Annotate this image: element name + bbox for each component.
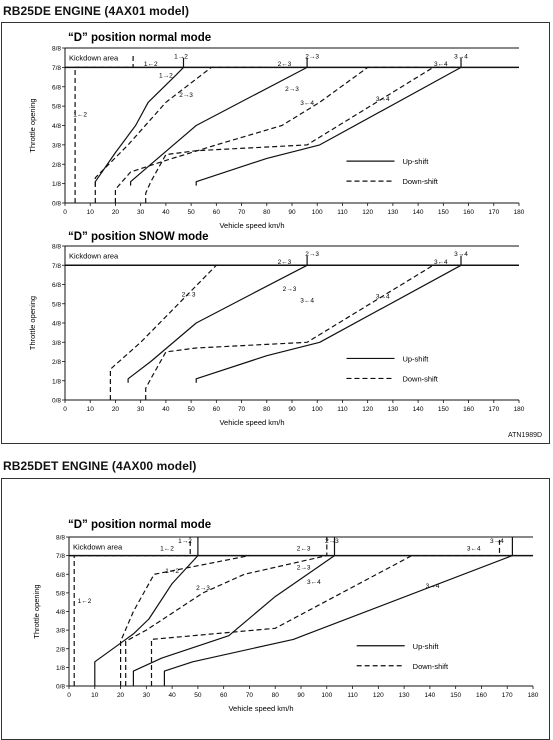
chart-title: “D” position normal mode [68, 519, 212, 531]
y-tick-label: 0/8 [55, 683, 65, 691]
downshift-line [126, 537, 327, 686]
y-tick-label: 0/8 [51, 200, 61, 208]
shift-label: 2→3 [305, 251, 320, 259]
shift-label: 2→3 [305, 53, 320, 61]
x-axis-label: Vehicle speed km/h [219, 221, 285, 230]
x-tick-label: 10 [86, 209, 94, 216]
x-tick-label: 90 [297, 692, 305, 699]
x-axis-label: Vehicle speed km/h [219, 418, 285, 427]
y-tick-label: 4/8 [55, 609, 65, 616]
x-tick-label: 30 [137, 406, 145, 413]
shift-label: 1→2 [174, 53, 188, 61]
x-tick-label: 70 [237, 209, 246, 216]
shift-label: 3→4 [454, 53, 468, 61]
y-tick-label: 6/8 [51, 282, 61, 289]
x-tick-label: 100 [321, 692, 333, 699]
y-tick-label: 6/8 [55, 571, 65, 579]
shift-label: 2→3 [196, 584, 210, 592]
shift-label: 2←3 [296, 545, 311, 553]
shift-label: 2←3 [277, 258, 292, 266]
shift-label: 1←2 [160, 545, 174, 553]
x-tick-label: 60 [212, 209, 220, 216]
legend-downshift-label: Down-shift [402, 374, 438, 384]
x-tick-label: 180 [527, 692, 539, 699]
x-tick-label: 30 [137, 209, 145, 216]
y-tick-label: 5/8 [51, 301, 61, 309]
y-tick-label: 5/8 [55, 590, 65, 598]
x-tick-label: 30 [142, 692, 150, 699]
y-tick-label: 1/8 [55, 664, 65, 672]
shift-label: 1←2 [73, 111, 88, 119]
x-tick-label: 40 [162, 406, 170, 413]
x-tick-label: 160 [476, 692, 487, 699]
upshift-line [95, 537, 198, 686]
x-tick-label: 90 [288, 209, 296, 216]
x-tick-label: 80 [271, 692, 279, 699]
shift-label: 1→2 [165, 568, 179, 576]
legend-downshift-label: Down-shift [412, 661, 449, 671]
shift-label: 2←3 [181, 291, 196, 299]
x-tick-label: 110 [337, 406, 348, 413]
x-tick-label: 140 [412, 406, 424, 413]
x-tick-label: 180 [513, 406, 525, 413]
y-tick-label: 8/8 [55, 534, 65, 542]
section-title-rb25de: RB25DE ENGINE (4AX01 model) [3, 4, 190, 18]
x-tick-label: 10 [91, 692, 99, 699]
x-tick-label: 80 [263, 406, 271, 413]
upshift-line [128, 256, 307, 383]
shift-label: 3←4 [433, 258, 448, 266]
kickdown-area-label: Kickdown area [73, 542, 123, 552]
x-tick-label: 120 [362, 209, 374, 216]
y-tick-label: 3/8 [55, 627, 65, 635]
shift-label: 3→4 [454, 251, 468, 259]
x-tick-label: 0 [67, 692, 71, 699]
x-tick-label: 50 [194, 692, 202, 699]
shift-label: 2→3 [282, 285, 297, 293]
x-tick-label: 100 [311, 406, 323, 413]
x-tick-label: 150 [437, 209, 449, 216]
x-tick-label: 50 [187, 209, 195, 216]
section-title-rb25det: RB25DET ENGINE (4AX00 model) [3, 459, 197, 473]
x-tick-label: 120 [372, 692, 384, 699]
x-tick-label: 20 [111, 209, 120, 216]
y-axis-label: Throttle opening [28, 295, 37, 351]
y-tick-label: 4/8 [51, 320, 61, 328]
x-tick-label: 0 [63, 209, 67, 216]
x-tick-label: 120 [362, 406, 374, 413]
upshift-line [164, 537, 512, 686]
shift-label: 3←4 [300, 99, 315, 107]
x-tick-label: 160 [463, 406, 474, 413]
x-tick-label: 150 [437, 406, 449, 413]
y-axis-label: Throttle opening [28, 98, 37, 153]
y-tick-label: 3/8 [51, 142, 61, 150]
kickdown-area-label: Kickdown area [69, 53, 119, 63]
x-tick-label: 110 [347, 692, 358, 699]
x-tick-label: 50 [187, 406, 195, 413]
y-tick-label: 2/8 [55, 646, 65, 654]
x-tick-label: 150 [450, 692, 462, 699]
upshift-line [131, 58, 308, 186]
shift-label: 3→4 [490, 538, 504, 546]
upshift-line [133, 537, 334, 686]
legend-upshift-label: Up-shift [402, 354, 429, 364]
shift-label: 3←4 [300, 297, 315, 305]
x-tick-label: 70 [237, 406, 246, 413]
x-tick-label: 60 [220, 692, 228, 699]
y-tick-label: 5/8 [51, 103, 61, 111]
downshift-line [110, 265, 279, 400]
upshift-line [196, 256, 461, 383]
y-tick-label: 1/8 [51, 181, 61, 189]
x-tick-label: 90 [288, 406, 296, 413]
x-tick-label: 80 [263, 209, 271, 216]
y-tick-label: 8/8 [51, 45, 61, 53]
shift-label: 2→3 [179, 92, 193, 99]
legend-upshift-label: Up-shift [412, 641, 439, 651]
y-tick-label: 7/8 [51, 64, 61, 72]
x-tick-label: 20 [111, 406, 120, 413]
x-tick-label: 170 [488, 406, 500, 413]
shift-label: 3←4 [433, 61, 448, 68]
x-tick-label: 70 [245, 692, 254, 699]
shift-label: 3←4 [466, 545, 481, 553]
shift-label: 1←2 [77, 597, 92, 605]
x-tick-label: 20 [116, 692, 125, 699]
x-tick-label: 170 [488, 209, 500, 216]
shift-label: 3←4 [307, 579, 321, 587]
kickdown-area-label: Kickdown area [69, 251, 119, 261]
x-tick-label: 40 [168, 692, 176, 699]
y-tick-label: 1/8 [51, 378, 61, 386]
y-tick-label: 7/8 [51, 262, 61, 270]
x-tick-label: 110 [337, 209, 348, 216]
downshift-line [74, 537, 190, 686]
shift-label: 2→3 [296, 564, 311, 572]
x-tick-label: 130 [387, 209, 399, 216]
y-tick-label: 2/8 [51, 161, 61, 169]
y-tick-label: 0/8 [51, 397, 61, 405]
chart-title: “D” position normal mode [68, 32, 212, 44]
x-tick-label: 140 [412, 209, 424, 216]
y-tick-label: 4/8 [51, 123, 61, 130]
y-tick-label: 3/8 [51, 339, 61, 347]
x-tick-label: 170 [501, 692, 513, 699]
chart-title: “D” position SNOW mode [68, 231, 209, 243]
shift-label: 3→4 [375, 293, 390, 301]
x-tick-label: 130 [387, 406, 399, 413]
shift-label: 3→4 [375, 95, 390, 103]
x-axis-label: Vehicle speed km/h [228, 704, 294, 713]
shift-label: 2→3 [325, 538, 339, 546]
shift-label: 2→3 [285, 86, 299, 94]
y-tick-label: 6/8 [51, 84, 61, 92]
x-tick-label: 0 [63, 406, 67, 413]
upshift-line [196, 58, 461, 186]
downshift-line [121, 556, 250, 686]
x-tick-label: 60 [212, 406, 220, 413]
x-tick-label: 130 [398, 692, 410, 699]
x-tick-label: 140 [424, 692, 436, 699]
x-tick-label: 180 [513, 209, 525, 216]
legend-downshift-label: Down-shift [402, 177, 438, 187]
x-tick-label: 40 [162, 209, 170, 216]
shift-label: 1→2 [159, 72, 173, 80]
downshift-line [115, 67, 418, 203]
shift-label: 2←3 [277, 61, 292, 68]
legend-upshift-label: Up-shift [402, 157, 429, 167]
y-tick-label: 8/8 [51, 243, 61, 251]
x-tick-label: 160 [463, 209, 474, 216]
downshift-line [75, 54, 133, 203]
x-tick-label: 10 [86, 406, 94, 413]
shift-label: 1←2 [143, 61, 158, 68]
x-tick-label: 100 [311, 209, 323, 216]
y-tick-label: 7/8 [55, 553, 65, 561]
shift-label: 3→4 [425, 582, 440, 590]
shift-label: 1→2 [178, 538, 192, 546]
y-tick-label: 2/8 [51, 359, 61, 366]
y-axis-label: Throttle opening [32, 584, 41, 639]
figure-code: ATN1989D [508, 432, 543, 439]
downshift-line [95, 67, 266, 203]
